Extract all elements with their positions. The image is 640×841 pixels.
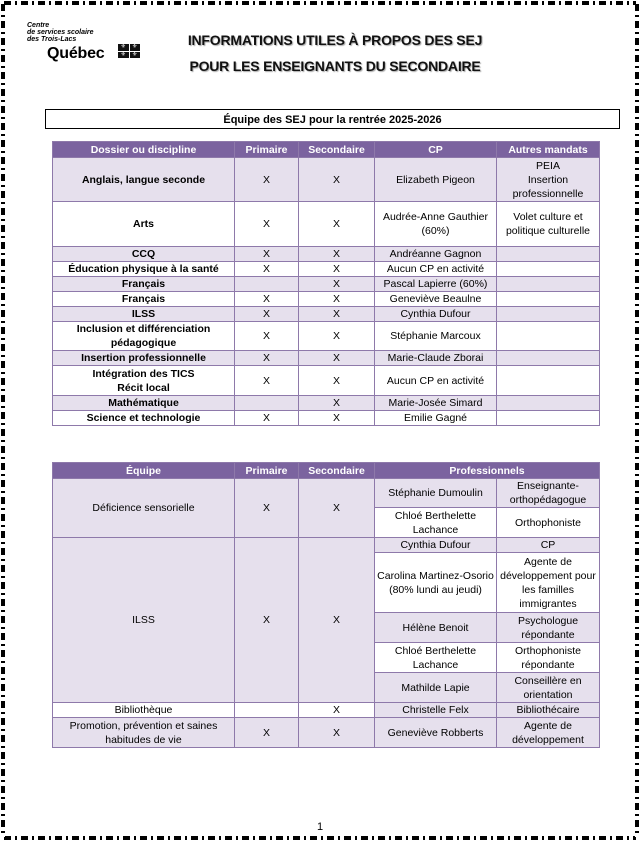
table-cell: Éducation physique à la santé [53, 262, 235, 277]
page-border-bottom [4, 836, 636, 840]
table-cell: X [235, 351, 299, 366]
page-border-right [635, 4, 639, 837]
table-cell: Agente de développement [497, 718, 600, 748]
table-row [53, 202, 600, 247]
table-cell: Hélène Benoit [375, 613, 497, 643]
table-row [53, 411, 600, 426]
table-cell: X [299, 351, 375, 366]
team-table [52, 462, 600, 748]
table-cell: X [235, 202, 299, 247]
table-cell: Geneviève Robberts [375, 718, 497, 748]
table-cell: Aucun CP en activité [375, 262, 497, 277]
table-cell: Chloé Berthelette Lachance [375, 508, 497, 538]
logo-line-3: des Trois-Lacs [27, 36, 77, 43]
table-cell: Pascal Lapierre (60%) [375, 277, 497, 292]
table-cell: X [299, 322, 375, 351]
table-row [53, 277, 600, 292]
table-row [53, 703, 600, 718]
document-title-line-1: INFORMATIONS UTILES À PROPOS DES SEJ [187, 32, 483, 48]
page-border-left [1, 4, 5, 837]
table-cell: X [299, 396, 375, 411]
table-cell [497, 411, 600, 426]
table-cell [497, 351, 600, 366]
logo-quebec: Québec [47, 45, 105, 62]
table-cell [497, 292, 600, 307]
table-cell [497, 366, 600, 396]
table-row [53, 396, 600, 411]
logo-line-1: Centre [27, 22, 50, 29]
table-cell: X [235, 247, 299, 262]
discipline-table [52, 141, 600, 426]
column-header: Équipe [53, 463, 235, 479]
table-cell: X [299, 479, 375, 538]
table-row [53, 366, 600, 396]
table-row [53, 351, 600, 366]
table-cell: X [299, 538, 375, 703]
table-cell [235, 277, 299, 292]
page-border-top [4, 1, 636, 5]
table-cell: ILSS [53, 307, 235, 322]
table-cell: Orthophoniste [497, 508, 600, 538]
table-cell: Audrée-Anne Gauthier (60%) [375, 202, 497, 247]
table-cell: Bibliothécaire [497, 703, 600, 718]
table-row [53, 718, 600, 748]
table-cell: Stéphanie Dumoulin [375, 479, 497, 508]
table-cell: X [299, 262, 375, 277]
table-cell: X [235, 307, 299, 322]
table-cell: Christelle Felx [375, 703, 497, 718]
table-cell: X [299, 718, 375, 748]
table-cell: Psychologue répondante [497, 613, 600, 643]
page-number: 1 [316, 821, 324, 833]
table-cell: X [299, 366, 375, 396]
table-cell: Français [53, 292, 235, 307]
table-cell: X [235, 538, 299, 703]
table-cell: X [235, 262, 299, 277]
table-cell: Volet culture et politique culturelle [497, 202, 600, 247]
table-cell: Marie-Claude Zborai [375, 351, 497, 366]
table-cell: Aucun CP en activité [375, 366, 497, 396]
table-row [53, 292, 600, 307]
table-cell: Français [53, 277, 235, 292]
table-cell [497, 396, 600, 411]
table-cell: Enseignante-orthopédagogue [497, 479, 600, 508]
column-header: Secondaire [299, 463, 375, 479]
fleur-de-lis-flag-icon: ⚜ ⚜ ⚜ ⚜ [118, 44, 140, 58]
table-cell: Inclusion et différenciation pédagogique [53, 322, 235, 351]
table-cell: X [235, 479, 299, 538]
table-row [53, 247, 600, 262]
team-name-cell: Promotion, prévention et saines habitudes de vie [53, 718, 235, 748]
column-header: Secondaire [299, 142, 375, 158]
table-cell: X [299, 247, 375, 262]
organization-logo [27, 22, 145, 68]
table-cell: CP [497, 538, 600, 553]
table-row [53, 538, 600, 553]
column-header: Primaire [235, 142, 299, 158]
table-cell [497, 262, 600, 277]
table-row [53, 479, 600, 508]
table-cell: X [235, 366, 299, 396]
table-cell: Stéphanie Marcoux [375, 322, 497, 351]
table-cell: PEIA Insertion professionnelle [497, 158, 600, 202]
table-cell: X [299, 411, 375, 426]
table-cell: Anglais, langue seconde [53, 158, 235, 202]
column-header: Autres mandats [497, 142, 600, 158]
table-cell: Emilie Gagné [375, 411, 497, 426]
table-cell: X [299, 292, 375, 307]
column-header: Professionnels [375, 463, 600, 479]
table-cell: Cynthia Dufour [375, 538, 497, 553]
table-cell: Science et technologie [53, 411, 235, 426]
table-cell [235, 396, 299, 411]
team-name-cell: ILSS [53, 538, 235, 703]
team-name-cell: Déficience sensorielle [53, 479, 235, 538]
table-cell: Andréanne Gagnon [375, 247, 497, 262]
table-cell [497, 247, 600, 262]
table-cell: Intégration des TICS Récit local [53, 366, 235, 396]
table-row [53, 322, 600, 351]
table-cell: X [235, 322, 299, 351]
table-cell: Elizabeth Pigeon [375, 158, 497, 202]
column-header: Dossier ou discipline [53, 142, 235, 158]
logo-line-2: de services scolaire [27, 29, 94, 36]
table-cell: Chloé Berthelette Lachance [375, 643, 497, 673]
team-name-cell: Bibliothèque [53, 703, 235, 718]
table-cell: Arts [53, 202, 235, 247]
table-cell [497, 322, 600, 351]
table-cell: X [299, 307, 375, 322]
table-cell: Insertion professionnelle [53, 351, 235, 366]
table-cell: X [235, 718, 299, 748]
table-cell: Geneviève Beaulne [375, 292, 497, 307]
table-cell: Conseillère en orientation [497, 673, 600, 703]
table-cell: X [235, 158, 299, 202]
table-cell: X [235, 292, 299, 307]
table-cell: Carolina Martinez-Osorio (80% lundi au jeudi) [375, 553, 497, 613]
table-cell: CCQ [53, 247, 235, 262]
table-cell: X [299, 277, 375, 292]
table-cell: X [235, 411, 299, 426]
table-cell: X [299, 202, 375, 247]
table-cell: X [299, 158, 375, 202]
table-cell: Mathilde Lapie [375, 673, 497, 703]
table-row [53, 262, 600, 277]
table-row [53, 307, 600, 322]
table-cell: X [299, 703, 375, 718]
column-header: CP [375, 142, 497, 158]
table-cell: Orthophoniste répondante [497, 643, 600, 673]
document-title-line-2: POUR LES ENSEIGNANTS DU SECONDAIRE [189, 58, 481, 74]
table-cell [497, 307, 600, 322]
table-row [53, 158, 600, 202]
table-cell: Marie-Josée Simard [375, 396, 497, 411]
team-section-title: Équipe des SEJ pour la rentrée 2025-2026 [45, 109, 620, 129]
table-cell [497, 277, 600, 292]
table-cell: Agente de développement pour les familles immigrantes [497, 553, 600, 613]
table-cell: Cynthia Dufour [375, 307, 497, 322]
table-cell: Mathématique [53, 396, 235, 411]
table-cell [235, 703, 299, 718]
column-header: Primaire [235, 463, 299, 479]
